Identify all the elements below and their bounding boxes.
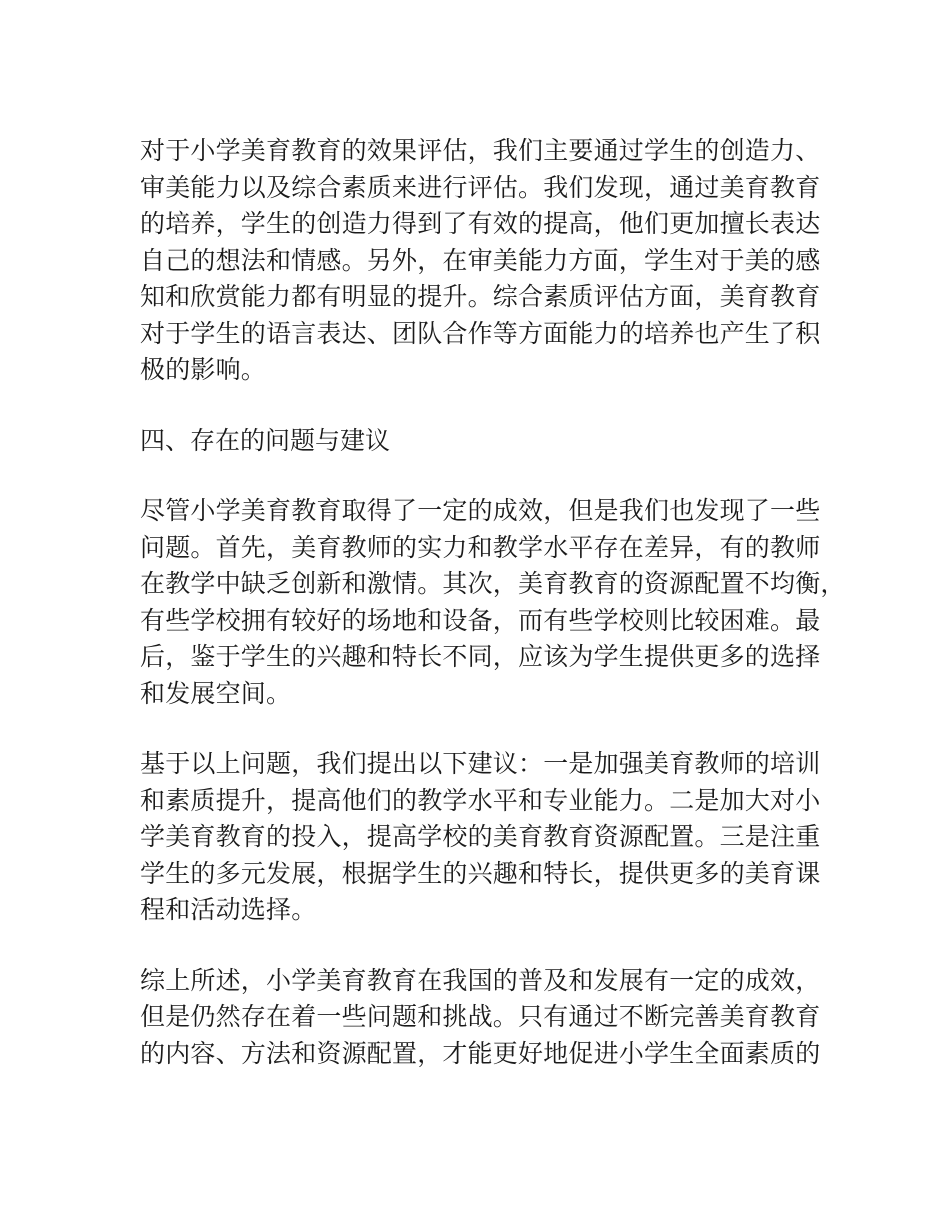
text-line: 在教学中缺乏创新和激情。其次，美育教育的资源配置不均衡， [140,569,846,598]
paragraph-suggestions [140,746,830,929]
text-line: 尽管小学美育教育取得了一定的成效，但是我们也发现了一些 [140,496,821,525]
text-line: 后，鉴于学生的兴趣和特长不同，应该为学生提供更多的选择 [140,642,821,671]
paragraph-conclusion [140,963,830,1073]
section-heading: 四、存在的问题与建议 [140,425,391,455]
text-line: 的培养，学生的创造力得到了有效的提高，他们更加擅长表达 [140,209,821,238]
text-line: 但是仍然存在着一些问题和挑战。只有通过不断完善美育教育 [140,1002,821,1031]
paragraph-evaluation [140,133,830,389]
document-body [140,133,846,1106]
text-line: 自己的想法和情感。另外，在审美能力方面，学生对于美的感 [140,245,821,275]
text-line: 和素质提升，提高他们的教学水平和专业能力。二是加大对小 [140,785,821,815]
text-line: 有些学校拥有较好的场地和设备，而有些学校则比较困难。最 [140,605,821,635]
text-line: 问题。首先，美育教师的实力和教学水平存在差异，有的教师 [140,532,821,562]
text-line: 对于学生的语言表达、团队合作等方面能力的培养也产生了积 [140,318,821,348]
text-line: 对于小学美育教育的效果评估，我们主要通过学生的创造力、 [140,136,821,165]
text-line: 极的影响。 [140,355,267,384]
text-line: 学生的多元发展，根据学生的兴趣和特长，提供更多的美育课 [140,858,821,888]
text-line: 基于以上问题，我们提出以下建议：一是加强美育教师的培训 [140,749,821,778]
text-line: 审美能力以及综合素质来进行评估。我们发现，通过美育教育 [140,172,821,202]
text-line: 知和欣赏能力都有明显的提升。综合素质评估方面，美育教育 [140,282,821,311]
text-line: 和发展空间。 [140,678,292,708]
text-line: 程和活动选择。 [140,895,317,924]
paragraph-problems [140,493,846,712]
text-line: 综上所述，小学美育教育在我国的普及和发展有一定的成效， [140,965,821,995]
text-line: 的内容、方法和资源配置，才能更好地促进小学生全面素质的 [140,1038,821,1068]
text-line: 学美育教育的投入，提高学校的美育教育资源配置。三是注重 [140,822,821,851]
